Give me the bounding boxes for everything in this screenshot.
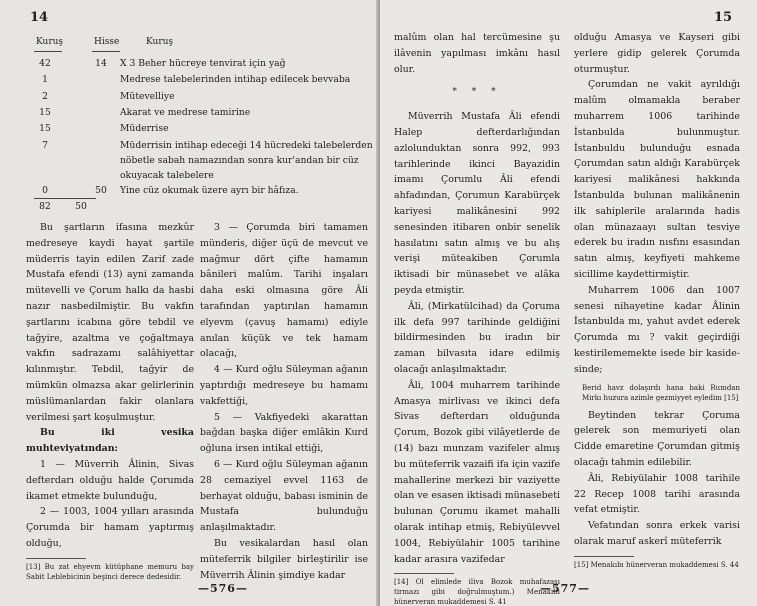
table-cell-kurus: 15 <box>39 123 51 134</box>
table-cell-text: Akarat ve medrese tamirine <box>120 107 251 118</box>
paragraph: 2 — 1003, 1004 yılları arasında Çorumda bir hamam yaptırmış olduğu, <box>26 506 194 549</box>
table-cell-kurus: 1 <box>42 74 48 85</box>
table-cell-hisse: 14 <box>95 58 107 69</box>
table-cell-text: Yine cüz okumak üzere ayrı bir hâfıza. <box>120 185 299 196</box>
header-kurus: Kuruş <box>36 37 64 47</box>
footnote: [14] Ol elimlede iliva Bozok muhafazası tirmazı gibi doğrulmuştum.) Menakıbı hünerveran mukaddemesi S. 41 <box>394 578 560 606</box>
paragraph: Bu iki vesika muhteviyatından: <box>26 427 194 455</box>
paragraph: Beytinden tekrar Çoruma gelerek son memuriyeti olan Cidde emaretine Çorumdan gitmiş olacağı tahmin edilebilir. <box>574 409 740 468</box>
footnote: [13] Bu zat ehyevm kütüphane memuru bay Sabit Leblebicinin beşinci derece dedesidir. <box>26 562 194 581</box>
right-column-a <box>394 30 560 606</box>
header-hisse: Hisse <box>94 37 120 47</box>
paragraph: 1 — Müverrih Âlinin, Sivas defterdarı olduğu halde Çorumda ikamet etmekte bulunduğu, <box>26 458 194 502</box>
paragraph: olduğu Amasya ve Kayseri gibi yerlere gidip gelerek Çorumda oturmuştur. <box>574 32 740 75</box>
table-row <box>0 140 378 156</box>
paragraph: Bu şartların ifasına mezkûr medreseye kaydi hayat şartile müderris tayin edilen Zarif zade Mustafa efendi (13) ayni zamanda mütevelli ve Çorum halkı da hasbi nazır nasbedilmiştir. Bu vakfın şartlarını icabına göre tebdil ve tağyire, azaltma ve çoğaltmaya vakfın sadrazamı salâhiyettar kılınmıştır. Tebdil, tağyir de mümkün olmazsa akar gelirlerinin müslümanlardan fakir olanlara verilmesi şart koşulmuştur. <box>26 222 194 423</box>
table-cell-text: Müderrise <box>120 123 169 134</box>
table-cell-kurus: 82 <box>39 201 51 212</box>
table-cell-kurus: 7 <box>42 140 48 151</box>
paragraph: malûm olan hal tercümesine şu ilâvenin yapılması imkânı hasıl olur. <box>394 32 560 75</box>
paragraph: Âli, (Mirkatülcihad) da Çoruma ilk defa 997 tarihinde geldiğini bildirmesinden bu iradın bir zaman bilvasıta idare edilmiş olacağı anlaşılmaktadır. <box>394 300 560 375</box>
table-cell-hisse: 50 <box>95 185 107 196</box>
paragraph: 4 — Kurd oğlu Süleyman ağanın yaptırdığı medreseye bu hamamı vakfettiği, <box>200 364 368 407</box>
paragraph: Vefatından sonra erkek varisi olarak maruf askerî müteferrik <box>574 520 740 547</box>
paragraph: Muharrem 1006 dan 1007 senesi nihayetine kadar Âlinin İstanbulda mı, yahut avdet ederek Çorumda mı ? vakit geçirdiği kestirilememekte isede bir kaside-sinde; <box>574 284 740 375</box>
table-cell-text: Mütevelliye <box>120 91 175 102</box>
table-row <box>0 107 378 123</box>
table-cell-text: Müderrisin intihap edeceği 14 hücredeki talebelerden <box>120 140 373 151</box>
table-row-total <box>0 201 378 217</box>
footnote-rule <box>26 558 86 559</box>
right-folio: —577— <box>540 582 590 595</box>
table-cell-kurus: 0 <box>42 185 48 196</box>
right-page <box>380 0 757 606</box>
paragraph: Çorumdan ne vakit ayrıldığı malûm olmamakla beraber muharrem 1006 tarihinde İstanbulda bulunmuştur. İstanbuldu bulunduğu esnada Çorumdan satın aldığı Karabürçek kariyesi malikânesi hakkında İstanbulda bulunan malikânenin ilk sahiplerile aralarında hadis olan münazaayı sultan tesviye ederek bu iradın nısfını esasından satın almış, keyfiyeti mahkeme sicillime kaydettirmiştir. <box>574 79 740 280</box>
table-row <box>0 123 378 139</box>
paragraph: 3 — Çorumda biri tamamen münderis, diğer üçü de mevcut ve mağmur dört çifte hamamın bânileri malûm. Tarihi inşaları daha eski olmasına göre Âli tarafından yaptırılan hamamın elyevm (çavuş hamamı) ediyle anılan küçük ve tek hamam olacağı, <box>200 222 368 360</box>
paragraph: Âli, Rebiyülahir 1008 tarihile 22 Recep 1008 tarihi arasında vefat etmiştir. <box>574 472 740 516</box>
sum-rule <box>34 198 96 199</box>
table-cell-text: Medrese talebelerinden intihap edilecek bevvaba <box>120 74 351 85</box>
left-column-a <box>26 220 194 582</box>
right-page-number: 15 <box>714 10 733 25</box>
table-cell-hisse: 50 <box>75 201 87 212</box>
table-cell-text: X 3 Beher hücreye tenvirat için yağ <box>120 58 286 69</box>
footnote-rule <box>574 556 634 557</box>
left-page-number: 14 <box>30 10 49 25</box>
table-cell-text: nöbetle sabah namazından sonra kur'andan bir cüz <box>120 155 359 166</box>
table-row <box>0 58 378 74</box>
section-divider-stars: * * * <box>452 87 502 98</box>
header-rule-2 <box>92 51 120 52</box>
left-column-b <box>200 220 368 583</box>
footnote: [15] Menakıbı hünerveran mukaddemesi S. 44 <box>574 560 739 569</box>
left-folio: —576— <box>198 582 248 595</box>
table-cell-kurus: 15 <box>39 107 51 118</box>
left-page <box>0 0 378 606</box>
header-rule <box>34 51 62 52</box>
header-kurus-2: Kuruş <box>146 37 174 47</box>
table-row <box>0 74 378 90</box>
paragraph: Müverrih Mustafa Âli efendi Halep defterdarlığından azlolunduktan sonra 992, 993 tarihlerinde ikinci Bayazidin imamı Çorumlu Âli efendi ahfadından, Çorumun Karabürçek kariyesi malikânesini 992 senesinden itibaren onbir senelik hasılatını satın almış ve bu alış verişi müteakiben Çorumla iktisadi bir münasebet ve alâka peyda etmiştir. <box>394 111 560 296</box>
table-row <box>0 91 378 107</box>
right-column-b <box>574 30 740 570</box>
table-cell-kurus: 2 <box>42 91 48 102</box>
paragraph: Âli, 1004 muharrem tarihinde Amasya mirlivası ve ikinci defa Sivas defterdarı olduğunda Çorum, Bozok gibi vilâyetlerde de (14) bazı munzam vazifeler almış bu müteferrik vazaifi ifa için vazife mahallerine merkezi bir vaziyette olan ve esasen iktisadi münasebeti bulunan Çorumu ikamet mahalli olarak intihap etmiş, Rebiyülevvel 1004, Rebiyülahir 1005 tarihine kadar arasıra vazifedar <box>394 379 560 565</box>
paragraph: 5 — Vakfiyedeki akarattan bağdan başka diğer emlâkin Kurd oğluna irsen intikal ettiği, <box>200 411 368 455</box>
verse-quote: Berid havz dolaşırdı hana baki Rumdan Mirkı huzura azimle gezmiyyet eyledim [15] <box>582 383 740 402</box>
footnote-rule <box>394 573 454 574</box>
table-row <box>0 155 378 171</box>
table-cell-text: okuyacak talebelere <box>120 170 214 181</box>
table-cell-kurus: 42 <box>39 58 51 69</box>
paragraph: 6 — Kurd oğlu Süleyman ağanın 28 cemaziyel evvel 1163 de berhayat olduğu, babası isminin de Mustafa bulunduğu anlaşılmaktadır. <box>200 458 368 534</box>
paragraph: Bu vesikalardan hasıl olan müteferrik bilgiler birleştirilir ise Müverrih Âlinin şimdiye kadar <box>200 537 368 581</box>
table-row <box>0 170 378 186</box>
